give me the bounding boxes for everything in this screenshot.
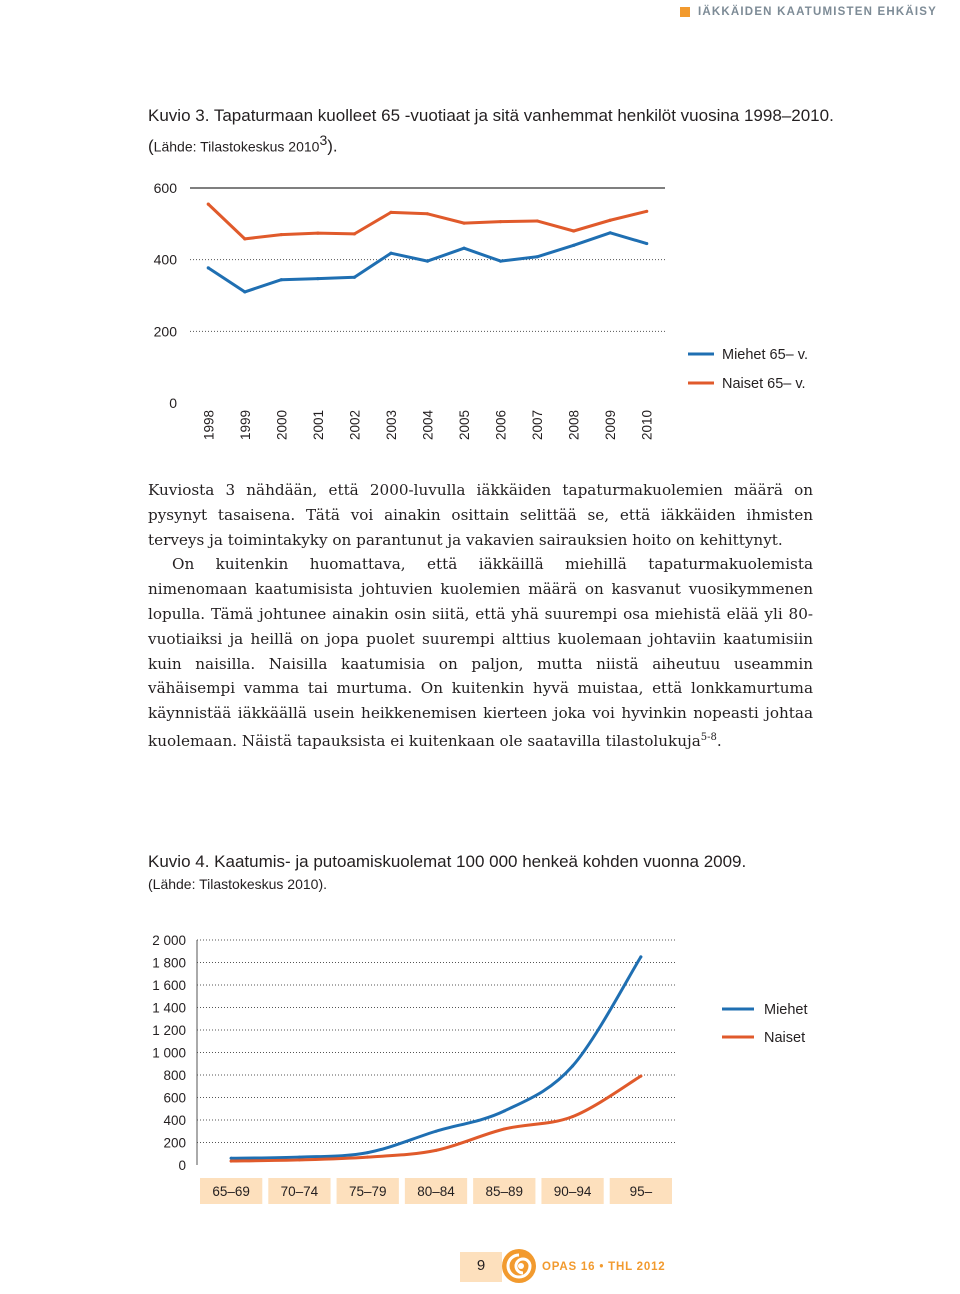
data-point <box>353 232 356 235</box>
data-point <box>645 210 648 213</box>
x-tick-label: 2006 <box>493 409 509 441</box>
data-point <box>499 220 502 223</box>
data-point <box>230 1160 233 1163</box>
x-tick-label: 2009 <box>603 409 619 441</box>
y-tick-label: 1 800 <box>152 955 186 971</box>
data-point <box>280 278 283 281</box>
data-point <box>462 222 465 225</box>
legend-label: Naiset <box>764 1030 806 1046</box>
figure3-caption-main: Kuvio 3. Tapaturmaan kuolleet 65 -vuotiaat ja sitä vanhemmat henkilöt vuosina 1998–2010. ( <box>148 106 834 156</box>
data-point <box>572 244 575 247</box>
paragraph-2 <box>148 552 813 753</box>
data-point <box>609 231 612 234</box>
y-tick-label: 600 <box>163 1090 186 1106</box>
data-point <box>316 277 319 280</box>
legend-label: Miehet 65– v. <box>722 347 808 363</box>
data-point <box>435 1149 438 1152</box>
y-tick-label: 2 000 <box>152 933 186 948</box>
data-point <box>353 276 356 279</box>
x-tick-label: 2007 <box>530 409 546 441</box>
data-point <box>645 242 648 245</box>
x-category-label: 80–84 <box>417 1184 455 1199</box>
x-category-label: 75–79 <box>348 1184 387 1199</box>
data-point <box>426 212 429 215</box>
y-tick-label: 1 600 <box>152 978 186 993</box>
data-point <box>536 255 539 258</box>
paragraph-2-text: On kuitenkin huomattava, että iäkkäillä miehillä tapaturmakuolemista nimenomaan kaatumisista johtuvien kuolemien määrä on kasvanut vuosikymmenen lopulla. Tämä johtunee ainakin osin siitä, että yhä suurempi osa miehistä elää yli 80-vuotiaiksi ja heillä on jopa puolet suurempi alttius kuolemaan johtaviin kaatumisiin kuin naisilla. Naisilla kaatumisia on paljon, mutta niistä aiheutuu useammin vähäisempi vamma tai murtuma. On kuitenkin hyvä muistaa, että lonkkamurtuma käynnistää iäkkäällä usein heikkenemisen kierteen joka voi hyvinkin nopeasti johtaa kuolemaan. Näistä tapauksista ei kuitenkaan ole saatavilla tilastolukuja <box>148 555 813 751</box>
y-tick-label: 1 400 <box>152 1000 186 1016</box>
legend-label: Miehet <box>764 1002 808 1018</box>
data-point <box>243 290 246 293</box>
data-point <box>389 252 392 255</box>
data-point <box>435 1130 438 1133</box>
x-tick-label: 2002 <box>347 409 363 441</box>
data-point <box>298 1156 301 1159</box>
data-point <box>298 1158 301 1161</box>
data-point <box>366 1151 369 1154</box>
data-point <box>609 219 612 222</box>
body-text <box>148 478 813 754</box>
y-tick-label: 0 <box>178 1158 186 1173</box>
data-point <box>207 266 210 269</box>
data-point <box>639 1075 642 1078</box>
footer-text: OPAS 16 • THL 2012 <box>542 1261 666 1273</box>
x-category-label: 90–94 <box>553 1184 592 1199</box>
y-tick-label: 600 <box>153 180 177 196</box>
figure4-caption-source: (Lähde: Tilastokeskus 2010). <box>148 876 327 892</box>
data-point <box>389 211 392 214</box>
y-tick-label: 200 <box>153 323 177 340</box>
x-category-label: 65–69 <box>212 1184 250 1199</box>
data-point <box>639 955 642 958</box>
figure3-caption <box>148 104 838 159</box>
y-tick-label: 1 200 <box>152 1023 186 1038</box>
x-tick-label: 2008 <box>566 409 582 441</box>
x-category-label: 95– <box>629 1184 653 1199</box>
figure3-caption-source: Lähde: Tilastokeskus 2010 <box>153 138 320 155</box>
x-tick-label: 2005 <box>457 409 473 441</box>
data-point <box>572 229 575 232</box>
data-point <box>230 1157 233 1160</box>
x-tick-label: 1998 <box>201 409 217 441</box>
data-point <box>366 1156 369 1159</box>
x-tick-label: 2004 <box>420 409 436 441</box>
y-tick-label: 400 <box>153 251 177 268</box>
y-tick-label: 1 000 <box>152 1045 186 1061</box>
header-square-icon <box>680 7 690 17</box>
series-line-naiset <box>208 204 646 239</box>
x-tick-label: 2001 <box>310 409 326 441</box>
x-category-label: 70–74 <box>280 1184 319 1199</box>
figure3-caption-end: ). <box>327 136 338 156</box>
y-tick-label: 800 <box>163 1068 186 1083</box>
data-point <box>499 260 502 263</box>
data-point <box>426 260 429 263</box>
paragraph-2-sup: 5-8 <box>700 731 717 743</box>
figure4-caption <box>148 850 848 896</box>
data-point <box>536 219 539 222</box>
data-point <box>571 1115 574 1118</box>
thl-logo-icon <box>500 1244 540 1288</box>
y-tick-label: 400 <box>163 1113 186 1128</box>
x-tick-label: 2000 <box>274 409 290 441</box>
legend-label: Naiset 65– v. <box>722 376 806 392</box>
paragraph-1: Kuviosta 3 nähdään, että 2000-luvulla iäkkäiden tapaturmakuolemien määrä on pysynyt tasaisena. Tätä voi ainakin osittain selittää se, että iäkkäiden ihmisten terveys ja toimintakyky on parantunut ja vakavien sairauksien hoito on kehittynyt. <box>148 481 813 549</box>
figure4-caption-main: Kuvio 4. Kaatumis- ja putoamiskuolemat 100 000 henkeä kohden vuonna 2009. <box>148 852 747 871</box>
data-point <box>462 247 465 250</box>
figure3-caption-sup: 3 <box>319 132 328 148</box>
data-point <box>503 1128 506 1131</box>
series-line-miehet <box>231 957 641 1158</box>
x-category-label: 85–89 <box>485 1184 524 1199</box>
x-tick-label: 1999 <box>237 409 253 441</box>
chart-fall-deaths <box>0 925 960 1225</box>
data-point <box>243 237 246 240</box>
x-tick-label: 2010 <box>639 409 655 441</box>
data-point <box>316 232 319 235</box>
header-title: IÄKKÄIDEN KAATUMISTEN EHKÄISY <box>698 6 938 18</box>
paragraph-2-end: . <box>716 732 722 751</box>
y-tick-label: 0 <box>169 395 177 411</box>
data-point <box>503 1110 506 1113</box>
series-line-naiset <box>231 1076 641 1161</box>
x-tick-label: 2003 <box>383 409 399 441</box>
page-number: 9 <box>476 1257 486 1274</box>
y-tick-label: 200 <box>163 1135 186 1151</box>
running-header <box>680 6 937 18</box>
chart-accident-deaths <box>0 170 960 470</box>
data-point <box>280 233 283 236</box>
data-point <box>207 203 210 206</box>
data-point <box>571 1065 574 1068</box>
